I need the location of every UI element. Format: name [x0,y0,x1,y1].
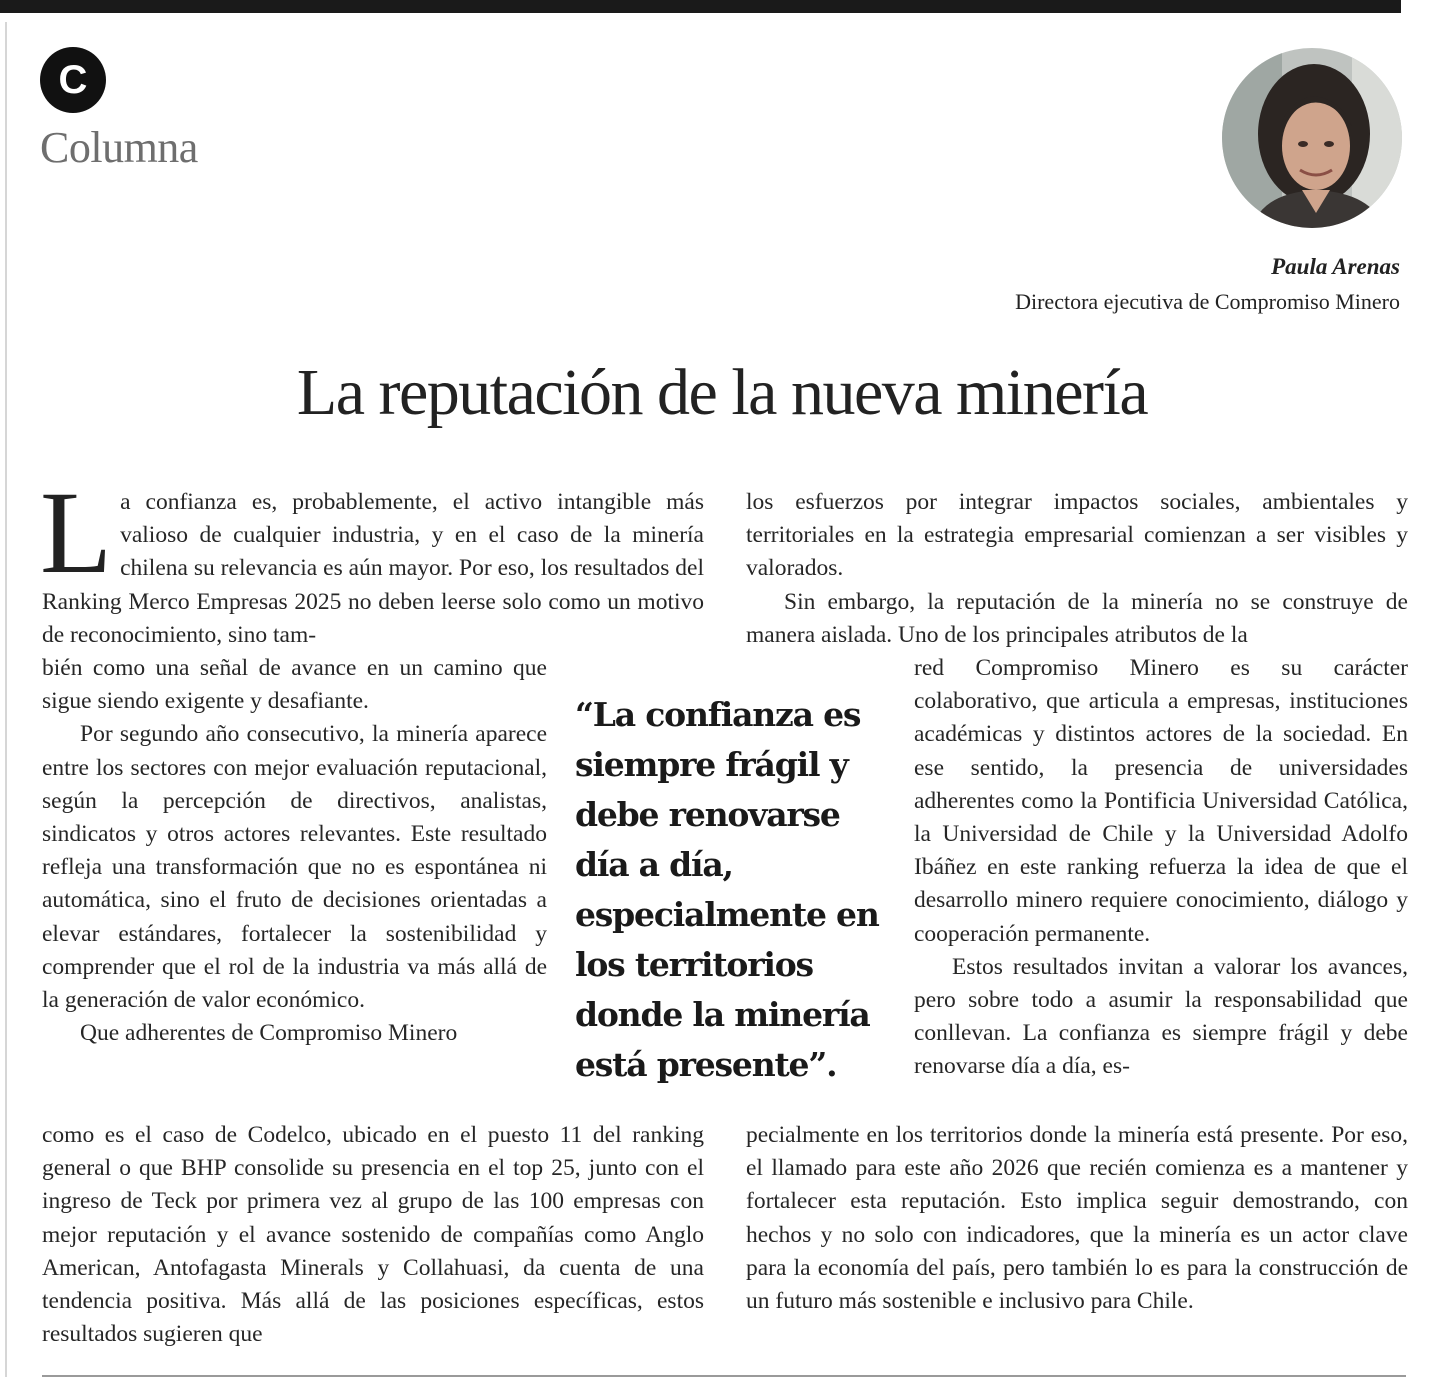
article-column-right-middle [914,652,1408,1084]
author-name: Paula Arenas [1271,254,1400,279]
section-label: Columna [40,123,198,172]
column-badge-icon [40,47,106,113]
author-role: Directora ejecutiva de Compromiso Minero [1015,289,1400,314]
paragraph-2: Por segundo año consecutivo, la minería aparece entre los sectores con mejor evaluación reputacional, según la percepción de directivos, analistas, sindicatos y otros actores relevantes. Este resultado refleja una transformación que no es espontánea ni automática, sino el fruto de decisiones orientadas a elevar estándares, fortalecer la sostenibilidad y comprender que el rol de la industria va más allá de la generación de valor económico. [42,721,547,1014]
article-column-right-top [746,486,1408,652]
paragraph-3-rest: como es el caso de Codelco, ubicado en el puesto 11 del ranking general o que BHP consolide su presencia en el top 25, junto con el ingreso de Teck por primera vez al grupo de las 100 empresas con mejor reputación y el avance sostenido de compañías como Anglo American, Antofagasta Minerals y Collahuasi, da cuenta de una tendencia positiva. Más allá de las posiciones específicas, estos resultados sugieren que [42,1122,704,1348]
headline: La reputación de la nueva minería [296,356,1148,429]
paragraph-5-rest: pecialmente en los territorios donde la minería está presente. Por eso, el llamado para este año 2026 que recién comienza es a mantener y fortalecer esta reputación. Esto implica seguir demostrando, con hechos y no solo con indicadores, que la minería es un actor clave para la economía del país, pero también lo es para la construcción de un futuro más sostenible e inclusivo para Chile. [746,1122,1408,1315]
dropcap: L [40,467,113,598]
paragraph-1-top [40,467,704,652]
article-column-right-bottom [746,1119,1408,1318]
top-rule [0,0,1401,13]
paragraph-3-start: Que adherentes de Compromiso Minero [80,1020,458,1047]
pull-quote: “La confianza es siempre frágil y debe renovarse día a día, especialmente en los territorios donde la minería está presente”. [575,695,879,1084]
paragraph-5-start: Estos resultados invitan a valorar los avances, pero sobre todo a asumir la responsabilidad que conllevan. La confianza es siempre frágil y debe renovarse día a día, es- [914,953,1408,1080]
author-portrait-image [1222,48,1402,228]
paragraph-4-rest: red Compromiso Minero es su carácter colaborativo, que articula a empresas, instituciones académicas y distintos actores de la sociedad. En ese sentido, la presencia de universidades adherentes como la Pontificia Universidad Católica, la Universidad de Chile y la Universidad Adolfo Ibáñez en este ranking refuerza la idea de que el desarrollo minero requiere conocimiento, diálogo y cooperación permanente. [914,655,1408,947]
left-margin-rule [5,22,7,1377]
badge-letter: C [58,57,88,102]
paragraph-3-continued: los esfuerzos por integrar impactos sociales, ambientales y territoriales en la estrategia empresarial comienzan a ser visibles y valorados. [746,489,1408,582]
article-column-left-bottom [42,1119,704,1351]
author-photo [1222,48,1402,228]
article-column-left-top [40,467,704,652]
paragraph-1-rest: bién como una señal de avance en un camino que sigue siendo exigente y desafiante. [42,655,547,715]
paragraph-4-start: Sin embargo, la reputación de la minería no se construye de manera aislada. Uno de los principales atributos de la [746,588,1408,648]
article-column-left-middle [42,652,547,1050]
paragraph-1-text: a confianza es, probablemente, el activo intangible más valioso de cualquier industria, y en el caso de la minería chilena su relevancia es aún mayor. Por eso, los resultados del Ranking Merco Empresas 2025 no deben leerse solo como un motivo de reconocimiento, sino tam- [42,489,704,648]
bottom-rule [42,1375,1406,1377]
